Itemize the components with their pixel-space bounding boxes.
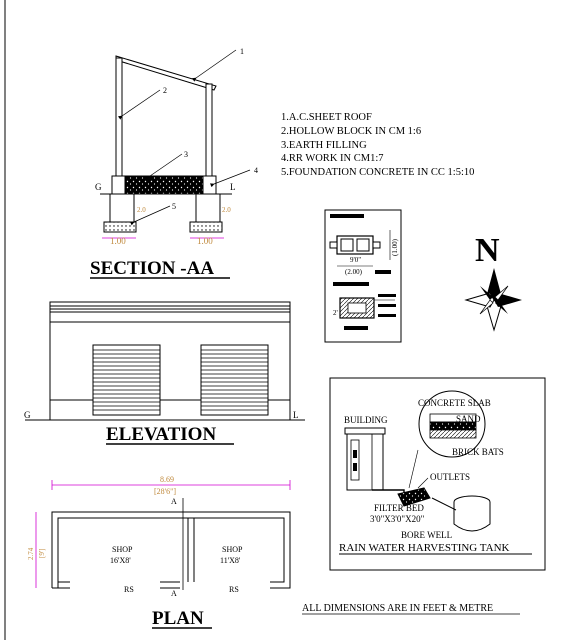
- elevation-ground-right: L: [293, 410, 299, 420]
- plan-side-dim-ft: [9']: [38, 548, 46, 558]
- rolling-shutter-right: [201, 345, 268, 415]
- callout-3: 3: [184, 150, 188, 159]
- dim-footing-right: 2.0: [222, 206, 231, 214]
- detail-dim-side: 2': [333, 309, 338, 317]
- rwh-concrete-slab-label: CONCRETE SLAB: [418, 398, 491, 408]
- north-letter: N: [475, 232, 500, 269]
- legend-item-4: 4.RR WORK IN CM1:7: [281, 153, 384, 164]
- wall-right: [206, 84, 212, 176]
- detail-dim-width-ft: 9'0": [350, 256, 362, 264]
- detail-caption-bar: [344, 326, 368, 330]
- dim-right: 1.00: [197, 236, 213, 246]
- shop-1-size: 16'X8': [110, 556, 131, 565]
- section-title: SECTION -AA: [90, 258, 215, 279]
- plan-title: PLAN: [152, 608, 204, 629]
- ground-label-left: G: [95, 182, 102, 192]
- footing-wall-right: [196, 194, 220, 222]
- plan-side-dim: 2.74: [27, 547, 35, 560]
- callout-leader-3: [150, 154, 182, 176]
- rwh-title: RAIN WATER HARVESTING TANK: [339, 542, 510, 554]
- plan-overall-dim-ft: [28'6"]: [154, 487, 177, 496]
- plan-overall-dim: 8.69: [160, 475, 174, 484]
- section-marker-bottom: A: [171, 589, 177, 598]
- detail-frame: [325, 210, 401, 342]
- shop-1-name: SHOP: [112, 545, 133, 554]
- plan: [27, 475, 290, 629]
- detail-chamber-1: [341, 239, 353, 251]
- callout-1: 1: [240, 47, 244, 56]
- callout-5: 5: [172, 202, 176, 211]
- foundation-concrete-left: [104, 222, 136, 232]
- elevation: [24, 302, 305, 445]
- detail-chamber-2: [357, 239, 369, 251]
- ground-label-right: L: [230, 182, 236, 192]
- footing-wall-left: [110, 194, 134, 222]
- detail-tank-inner: [348, 303, 366, 313]
- detail-label-bar-5: [378, 314, 396, 317]
- rwh-tank-body: [454, 502, 490, 531]
- detail-label-bar-3: [378, 294, 396, 297]
- shop-2-size: 11'X8': [220, 556, 241, 565]
- legend-item-5: 5.FOUNDATION CONCRETE IN CC 1:5:10: [281, 167, 475, 178]
- rwh-bricks-layer: [430, 430, 476, 438]
- rwh-filter-bed-label: FILTER BED: [374, 503, 424, 513]
- callout-4: 4: [254, 166, 258, 175]
- foundation-concrete-right: [190, 222, 222, 232]
- legend-item-2: 2.HOLLOW BLOCK IN CM 1:6: [281, 126, 422, 137]
- plan-outer-wall: [52, 512, 290, 588]
- material-legend: [281, 112, 474, 178]
- elevation-title: ELEVATION: [106, 424, 217, 445]
- legend-item-3: 3.EARTH FILLING: [281, 140, 367, 151]
- detail-dim-top: (1.00): [391, 239, 399, 256]
- plan-partition: [188, 518, 194, 582]
- rwh-filter-bed-size: 3'0"X3'0"X20": [370, 514, 425, 524]
- shop-2-shutter: RS: [229, 585, 239, 594]
- detail-label-bar-4: [378, 304, 396, 307]
- wall-left: [116, 58, 122, 176]
- shop-1-shutter: RS: [124, 585, 134, 594]
- detail-label-bar-2: [333, 282, 369, 286]
- legend-item-1: 1.A.C.SHEET ROOF: [281, 112, 372, 123]
- rwh-bore-well-label: BORE WELL: [401, 530, 453, 540]
- rolling-shutter-left: [93, 345, 160, 415]
- filter-detail: [325, 210, 401, 342]
- detail-label-bar-1: [375, 270, 391, 274]
- dim-footing-left: 2.0: [137, 206, 146, 214]
- rwh-building-label: BUILDING: [344, 415, 388, 425]
- rwh-brick-bats-label: BRICK BATS: [452, 447, 504, 457]
- callout-leader-1: [196, 50, 236, 78]
- dim-left: 1.00: [110, 236, 126, 246]
- north-arrow: [466, 232, 522, 330]
- detail-outlet: [373, 242, 380, 248]
- dimensions-note: ALL DIMENSIONS ARE IN FEET & METRE: [302, 603, 494, 614]
- rwh-outlets-label: OUTLETS: [430, 472, 470, 482]
- detail-inlet: [330, 242, 337, 248]
- callout-leader-2: [122, 90, 160, 116]
- detail-title-bar: [330, 214, 364, 218]
- elevation-ground-left: G: [24, 410, 31, 420]
- earth-filling: [125, 176, 203, 194]
- callout-2: 2: [163, 86, 167, 95]
- compass-rose-icon: [466, 268, 522, 330]
- section-marker-top: A: [171, 497, 177, 506]
- rainwater-harvesting: [330, 378, 545, 570]
- section-aa: [90, 47, 258, 279]
- ac-sheet-roof: [116, 56, 216, 90]
- shop-2-name: SHOP: [222, 545, 243, 554]
- rwh-building-roof: [345, 428, 385, 434]
- rwh-sand-label: SAND: [456, 414, 481, 424]
- plan-inner-wall: [58, 518, 284, 588]
- detail-dim-width: (2.00): [345, 268, 362, 276]
